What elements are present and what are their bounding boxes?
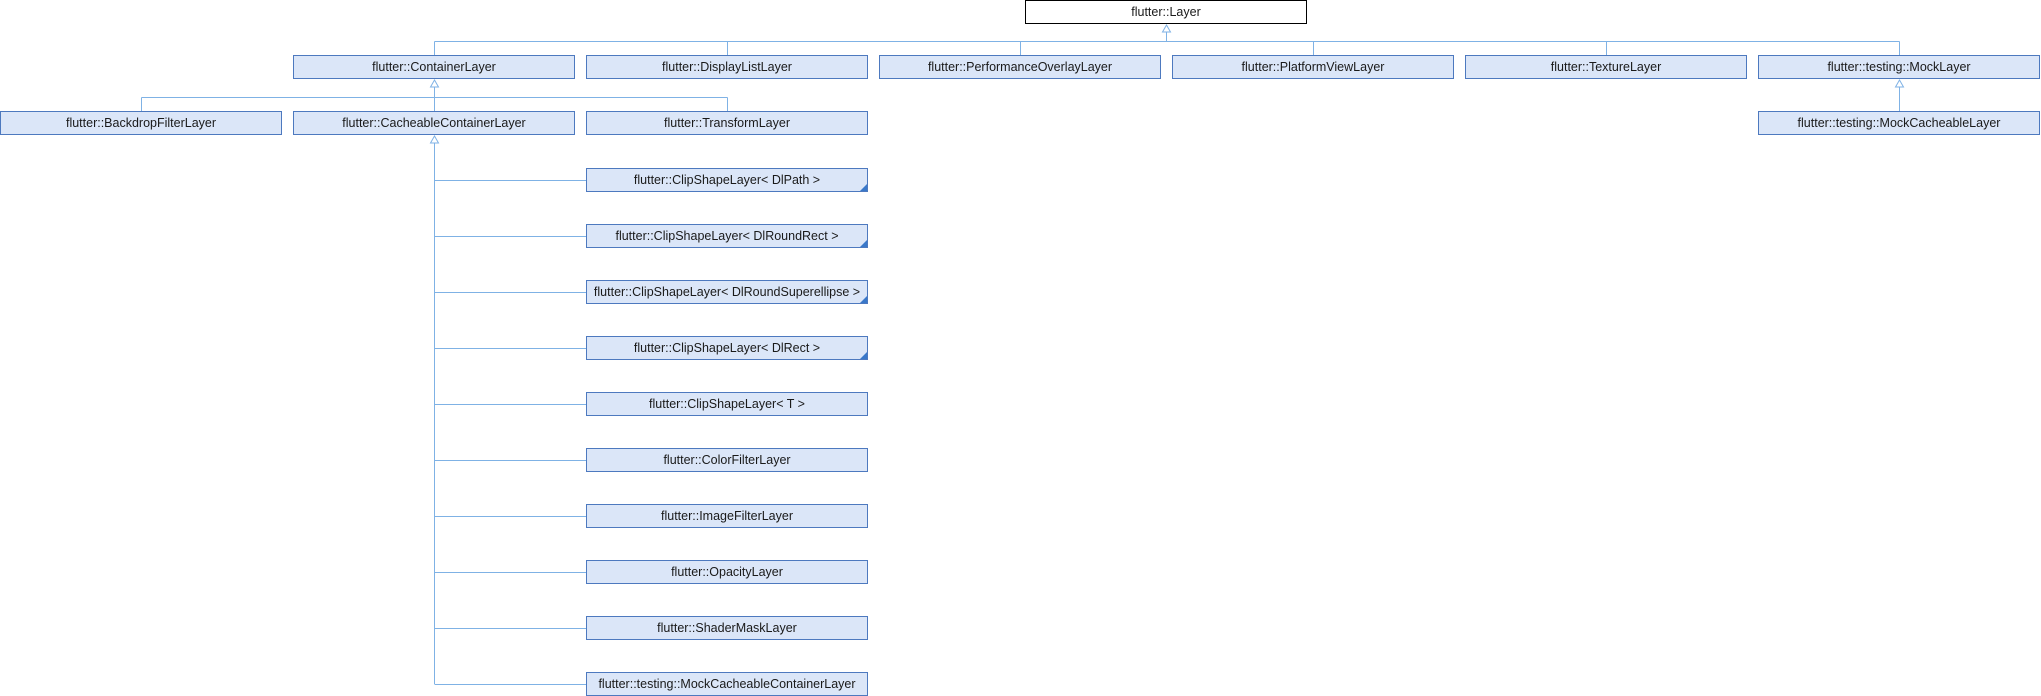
class-node-label: flutter::ClipShapeLayer< T > — [649, 397, 805, 411]
class-node-label: flutter::ImageFilterLayer — [661, 509, 793, 523]
class-node-displaylist[interactable] — [586, 55, 868, 79]
class-node-opacity[interactable] — [586, 560, 868, 584]
truncated-corner-icon — [860, 184, 867, 191]
class-node-cliprse[interactable] — [586, 280, 868, 304]
class-node-label: flutter::ClipShapeLayer< DlPath > — [633, 173, 821, 187]
class-node-label: flutter::Layer — [1131, 5, 1201, 19]
truncated-corner-icon — [860, 296, 867, 303]
class-node-label: flutter::ClipShapeLayer< DlRoundRect > — [615, 229, 839, 243]
class-node-label: flutter::ColorFilterLayer — [663, 453, 791, 467]
class-node-mocklayer[interactable] — [1758, 55, 2040, 79]
class-node-label: flutter::PerformanceOverlayLayer — [927, 60, 1113, 74]
class-node-clipt[interactable] — [586, 392, 868, 416]
class-node-colorfilter[interactable] — [586, 448, 868, 472]
class-node-layer[interactable] — [1025, 0, 1307, 24]
class-node-container[interactable] — [293, 55, 575, 79]
class-node-perfoverlay[interactable] — [879, 55, 1161, 79]
class-node-label: flutter::testing::MockLayer — [1827, 60, 1971, 74]
class-node-label: flutter::TransformLayer — [664, 116, 790, 130]
class-node-mockcontainer[interactable] — [586, 672, 868, 696]
class-node-backdrop[interactable] — [0, 111, 282, 135]
class-node-label: flutter::CacheableContainerLayer — [342, 116, 526, 130]
inheritance-arrowhead — [1163, 25, 1171, 32]
class-node-label: flutter::PlatformViewLayer — [1241, 60, 1385, 74]
class-node-cacheable[interactable] — [293, 111, 575, 135]
class-node-imagefilter[interactable] — [586, 504, 868, 528]
class-node-transform[interactable] — [586, 111, 868, 135]
inheritance-arrowhead — [1896, 80, 1904, 87]
inheritance-arrowhead — [431, 136, 439, 143]
class-node-platformview[interactable] — [1172, 55, 1454, 79]
class-node-label: flutter::DisplayListLayer — [662, 60, 792, 74]
class-node-label: flutter::ClipShapeLayer< DlRect > — [633, 341, 821, 355]
class-node-label: flutter::testing::MockCacheableLayer — [1797, 116, 2001, 130]
class-node-label: flutter::BackdropFilterLayer — [65, 116, 217, 130]
class-node-label: flutter::OpacityLayer — [671, 565, 783, 579]
class-node-label: flutter::ClipShapeLayer< DlRoundSuperellipse > — [593, 285, 861, 299]
class-node-label: flutter::ContainerLayer — [372, 60, 496, 74]
class-node-shadermask[interactable] — [586, 616, 868, 640]
class-node-label: flutter::ShaderMaskLayer — [657, 621, 797, 635]
truncated-corner-icon — [860, 240, 867, 247]
class-node-cliprect[interactable] — [586, 336, 868, 360]
truncated-corner-icon — [860, 352, 867, 359]
inheritance-arrowhead — [431, 80, 439, 87]
class-node-label: flutter::testing::MockCacheableContainerLayer — [598, 677, 856, 691]
class-node-cliprrect[interactable] — [586, 224, 868, 248]
class-node-clippath[interactable] — [586, 168, 868, 192]
class-node-texture[interactable] — [1465, 55, 1747, 79]
class-node-label: flutter::TextureLayer — [1550, 60, 1662, 74]
class-node-mockcacheable[interactable] — [1758, 111, 2040, 135]
